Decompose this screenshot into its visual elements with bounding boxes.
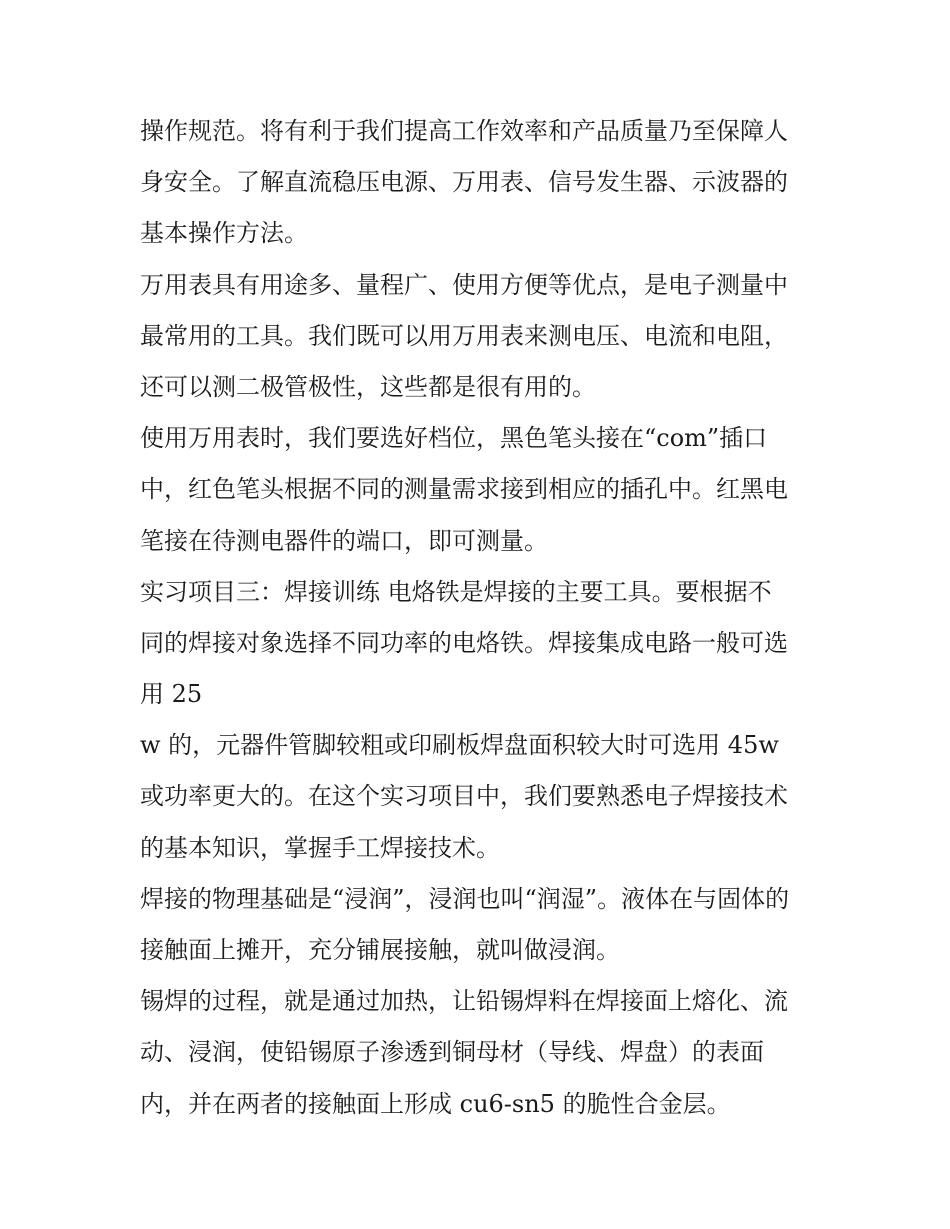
text-line: 锡焊的过程，就是通过加热，让铅锡焊料在焊接面上熔化、流: [140, 987, 788, 1016]
text-line: 身安全。了解直流稳压电源、万用表、信号发生器、示波器的: [140, 168, 788, 197]
text-line: 用 25: [140, 680, 203, 709]
text-line: 万用表具有用途多、量程广、使用方便等优点，是电子测量中: [140, 270, 788, 299]
text-line: 实习项目三：焊接训练 电烙铁是焊接的主要工具。要根据不: [140, 577, 772, 606]
text-line: 或功率更大的。在这个实习项目中，我们要熟悉电子焊接技术: [140, 782, 788, 811]
text-line: 使用万用表时，我们要选好档位，黑色笔头接在“com”插口: [140, 424, 768, 453]
text-line: 操作规范。将有利于我们提高工作效率和产品质量乃至保障人: [140, 117, 788, 145]
text-line: w 的，元器件管脚较粗或印刷板焊盘面积较大时可选用 45w: [140, 731, 779, 760]
text-line: 动、浸润，使铅锡原子渗透到铜母材（导线、焊盘）的表面: [140, 1038, 764, 1067]
text-line: 基本操作方法。: [140, 219, 308, 248]
text-line: 同的焊接对象选择不同功率的电烙铁。焊接集成电路一般可选: [140, 628, 788, 657]
text-line: 焊接的物理基础是“浸润”，浸润也叫“润湿”。液体在与固体的: [140, 884, 790, 913]
text-line: 的基本知识，掌握手工焊接技术。: [140, 833, 500, 862]
text-line: 中，红色笔头根据不同的测量需求接到相应的插孔中。红黑电: [140, 475, 788, 504]
body-text: [140, 106, 820, 1130]
text-line: 接触面上摊开，充分铺展接触，就叫做浸润。: [140, 936, 620, 964]
text-line: 笔接在待测电器件的端口，即可测量。: [140, 526, 548, 555]
text-line: 内，并在两者的接触面上形成 cu6-sn5 的脆性合金层。: [140, 1089, 731, 1118]
text-line: 最常用的工具。我们既可以用万用表来测电压、电流和电阻，: [140, 321, 788, 350]
text-line: 还可以测二极管极性，这些都是很有用的。: [140, 372, 596, 401]
